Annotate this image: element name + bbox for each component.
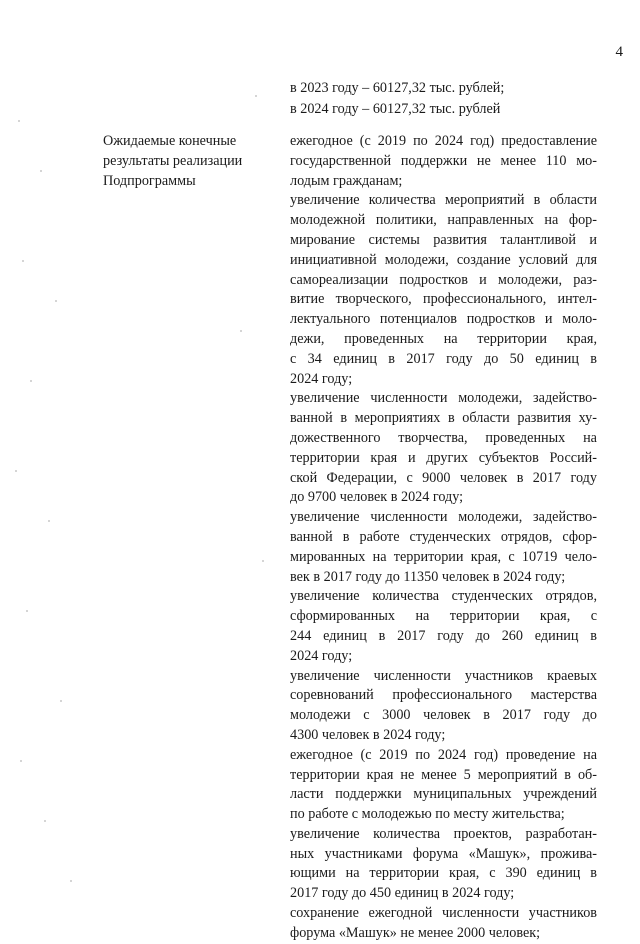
results-line: увеличение численности молодежи, задейство- xyxy=(290,390,597,407)
results-line: молодежи с 3000 человек в 2017 году до xyxy=(290,707,597,724)
scan-speck xyxy=(60,700,62,702)
results-line: лодым гражданам; xyxy=(290,172,403,189)
results-line: молодежной политики, направленных на фор- xyxy=(290,212,597,229)
section-label xyxy=(103,132,273,191)
results-line: ющими на территории края, с 390 единиц в xyxy=(290,865,597,882)
section-label-line: Подпрограммы xyxy=(103,172,196,189)
results-line: увеличение численности участников краевых xyxy=(290,667,597,684)
scan-speck xyxy=(30,380,32,382)
results-line: ежегодное (с 2019 по 2024 год) предоставление xyxy=(290,133,597,149)
expected-results-text xyxy=(290,132,597,944)
scan-speck xyxy=(40,170,42,172)
results-line: самореализации подростков и молодежи, раз- xyxy=(290,271,597,288)
results-line: век в 2017 году до 11350 человек в 2024 году; xyxy=(290,568,566,585)
page-number: 4 xyxy=(615,44,623,60)
results-line: витие творческого, профессионального, интел- xyxy=(290,291,597,308)
results-line: государственной поддержки не менее 110 мо- xyxy=(290,152,597,169)
results-line: инициативной молодежи, создание условий для xyxy=(290,251,597,268)
section-label-line: результаты реализации xyxy=(103,152,243,169)
results-line: 244 единиц в 2017 году до 260 единиц в xyxy=(290,627,597,644)
scan-speck xyxy=(22,260,24,262)
results-line: 2017 году до 450 единиц в 2024 году; xyxy=(290,885,515,902)
results-line: ных участниками форума «Машук», прожива- xyxy=(290,845,597,862)
results-line: увеличение численности молодежи, задейство- xyxy=(290,509,597,526)
results-line: 4300 человек в 2024 году; xyxy=(290,726,446,743)
scan-speck xyxy=(44,820,46,822)
results-line: увеличение количества проектов, разработан- xyxy=(290,825,597,842)
scan-speck xyxy=(255,95,257,97)
results-line: мирование системы развития талантливой и xyxy=(290,231,597,248)
results-line: ванной в мероприятиях в области развития ху- xyxy=(290,410,597,427)
funding-line-2023: в 2023 году – 60127,32 тыс. рублей; xyxy=(290,80,505,96)
scan-speck xyxy=(15,470,17,472)
results-line: дожественного творчества, проведенных на xyxy=(290,429,597,446)
section-label-line: Ожидаемые конечные xyxy=(103,133,237,149)
results-line: до 9700 человек в 2024 году; xyxy=(290,489,464,506)
funding-line-2024: в 2024 году – 60127,32 тыс. рублей xyxy=(290,100,501,117)
results-line: ванной в работе студенческих отрядов, сфор- xyxy=(290,528,597,545)
scan-speck xyxy=(240,330,242,332)
scan-speck xyxy=(18,120,20,122)
results-line: территории края и других субъектов Россий- xyxy=(290,449,597,466)
scan-speck xyxy=(48,520,50,522)
results-line: территории края не менее 5 мероприятий в об- xyxy=(290,766,597,783)
results-line: с 34 единиц в 2017 году до 50 единиц в xyxy=(290,350,597,367)
scan-speck xyxy=(20,760,22,762)
results-line: лектуального потенциалов подростков и моло- xyxy=(290,311,597,328)
results-line: увеличение количества мероприятий в области xyxy=(290,192,597,209)
results-line: форума «Машук» не менее 2000 человек; xyxy=(290,924,541,941)
results-line: ской Федерации, с 9000 человек в 2017 году xyxy=(290,469,597,486)
results-line: сформированных на территории края, с xyxy=(290,608,597,625)
results-line: по работе с молодежью по месту жительства; xyxy=(290,806,565,823)
scan-speck xyxy=(70,880,72,882)
scan-speck xyxy=(26,610,28,612)
results-line: 2024 году; xyxy=(290,647,353,664)
results-line: ласти поддержки муниципальных учреждений xyxy=(290,786,597,803)
results-line: мированных на территории края, с 10719 чело- xyxy=(290,548,597,565)
scan-speck xyxy=(262,560,264,562)
results-line: сохранение ежегодной численности участников xyxy=(290,905,597,922)
results-line: соревнований профессионального мастерства xyxy=(290,687,597,704)
funding-lines xyxy=(290,78,610,119)
results-line: дежи, проведенных на территории края, xyxy=(290,330,597,347)
results-line: ежегодное (с 2019 по 2024 год) проведение на xyxy=(290,746,597,763)
results-line: 2024 году; xyxy=(290,370,353,387)
results-line: увеличение количества студенческих отрядов, xyxy=(290,588,597,605)
scan-speck xyxy=(55,300,57,302)
